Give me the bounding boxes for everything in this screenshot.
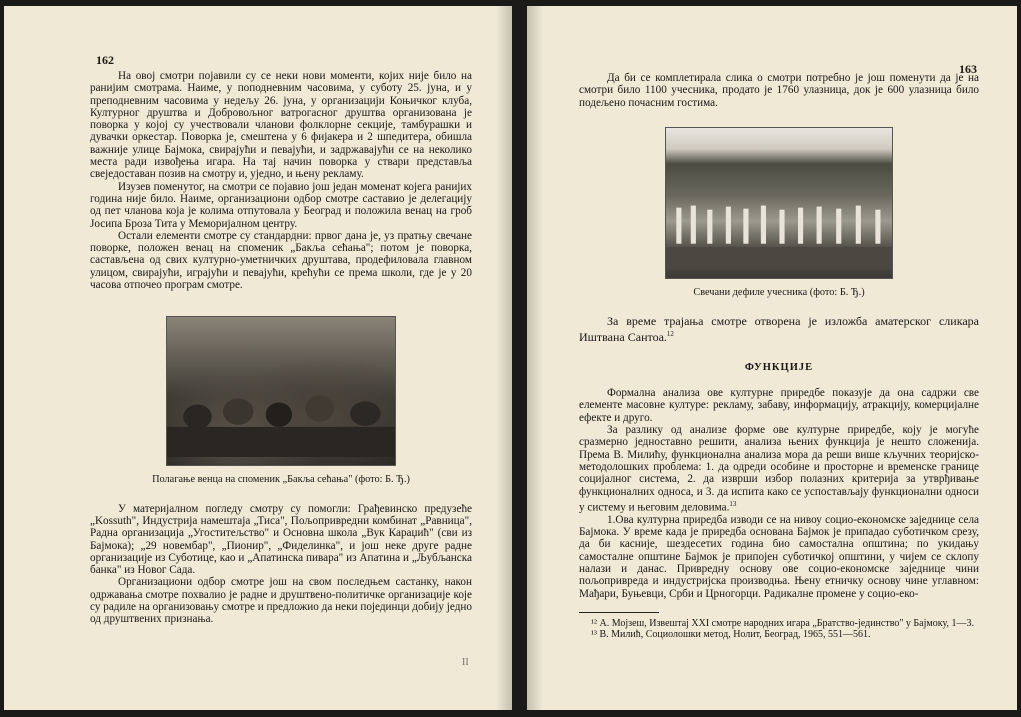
right-exhibition-paragraph — [579, 315, 979, 344]
right-paragraph-1: Формална анализа ове културне приредбе показује да она садржи све елементе масовне културе: рекламу, забаву, информацију, атракцију, комерцијалне ефекте и друго. — [579, 387, 979, 424]
left-paragraph-5: Организациони одбор смотре још на свом последњем састанку, након одржавања смотре похвалио је радне и друштвено-политичке организације које су радиле на организовању смотре и предложио да неки појединци добију једно од друштвених признања. — [90, 576, 472, 626]
left-paragraph-4: У материјалном погледу смотру су помогли: Грађевинско предузеће „Kossuth", Индустрија намештаја „Тиса", Пољопривредни комбинат „Равница", Радна организација „Угоститељство" и Основна школа „Вук Караџић" (сви из Бајмока); „29 новембар", „Пионир", „Фиделинка", и још неке друге радне организације из Суботице, као и „Апатинска пивара" из Апатина и „Љубљанска банка" из Новог Сада. — [90, 502, 472, 577]
section-heading: ФУНКЦИЈЕ — [744, 362, 814, 374]
left-paragraph-1: На овој смотри појавили су се неки нови моменти, којих није било на ранијим смотрама. Наиме, у поподневним часовима, у суботу 25. јуна, и у преподневним часовима у недељу 26. јуна, у организацији Коњичког клуба, Културног друштва и Добровољног ватрогасног друштва организована је поворка у којој су учествовали чланови фолклорне секције, тамбурашки и дувачки оркестар. Поворка је, смештена у 6 фијакера и 2 шпедитера, обишла важније улице Бајмока, свирајући и певајући, и задржавајући се на неколико места ради извођења игара. На тај начин поворка у ствари представља свеједоставан позив на смотру и, уједно, и њену рекламу. — [90, 70, 472, 181]
footnote-12: ¹² А. Мојзеш, Извештај XXI смотре народних игара „Братство-јединство" у Бајмоку, 1—3. — [591, 617, 974, 629]
page-number-right: 163 — [959, 62, 977, 76]
footnote-rule — [579, 612, 659, 613]
right-text-column — [579, 72, 979, 641]
photo-caption-left: Полагање венца на споменик „Бакља сећања" (фото: Б. Ђ.) — [152, 474, 410, 486]
gutter-shadow-left — [496, 6, 512, 710]
exhibition-text: За време трајања смотре отворена је изложба аматерског сликара Иштвана Сантоа. — [579, 314, 979, 345]
photo-wreath-laying — [166, 316, 396, 466]
footnote-ref-12: 12 — [666, 330, 674, 339]
footnote-13: ¹³ В. Милић, Социолошки метод, Нолит, Београд, 1965, 551—561. — [591, 629, 871, 641]
right-paragraph-2-text: За разлику од анализе форме ове културне приредбе, коју је могуће сразмерно једноставно решити, анализа њених функција је нешто сложенија. Према В. Милићу, функционална анализа мора да реши више кључних теоријско-методолошких проблема: 1. да одреди особине и просторне и временске границе социјалног система, 2. да изврши избор полазних критерија за утврђивање функционалних односа, и 3. да испита како се успостављају функционални односи у систему и његовим деловима. — [579, 424, 979, 514]
parade-silhouette-icon — [666, 187, 893, 270]
right-paragraph-3: 1.Ова културна приредба изводи се на нивоу социо-економске заједнице села Бајмока. У време када је приредба основана Бајмок је припадао суботичком срезу, да би касније, шездесетих година био самостална општина; по укидању самосталне општине Бајмок је припојен суботичкој општини, у чијем се склопу налази и данас. Привредну основу ове социо-економске заједнице чини пољопривреда и индустријска производња. Њену етничку основу чине углавном: Мађари, Буњевци, Срби и Црногорци. Радикалне промене у социо-еко- — [579, 513, 979, 600]
page-number-left: 162 — [96, 53, 114, 67]
photo-caption-right: Свечани дефиле учесника (фото: Б. Ђ.) — [693, 286, 865, 298]
left-paragraph-2: Изузев поменутог, на смотри се појавио још један моменат којега ранијих година није било. Наиме, организациони одбор смотре саставио је делегацију од пет чланова која је колима отпутовала у Београд и положила венац на гроб Јосипа Броза Тита у Меморијалном центру. — [90, 180, 472, 230]
corner-mark: II — [462, 657, 469, 668]
right-intro: Да би се комплетирала слика о смотри потребно је још поменути да је на смотри било 1100 учесника, продато је 1760 улазница, док је 600 улазница било подељено почасним гостима. — [579, 72, 979, 109]
left-paragraph-3: Остали елементи смотре су стандардни: првог дана је, уз пратњу свечане поворке, положен венац на споменик „Бакља сећања"; потом је поворка, састављена од свих културно-уметничких друштава, продефиловала главном улицом, свирајући, играјући и певајући, крећући се према школи, где је у 20 часова отпочео програм смотре. — [90, 229, 472, 292]
crowd-silhouette-icon — [167, 376, 396, 457]
left-text-column — [90, 70, 472, 626]
gutter-shadow-right — [527, 6, 543, 710]
photo-parade — [665, 127, 893, 279]
right-paragraph-2 — [579, 424, 979, 514]
footnote-ref-13: 13 — [729, 499, 737, 508]
